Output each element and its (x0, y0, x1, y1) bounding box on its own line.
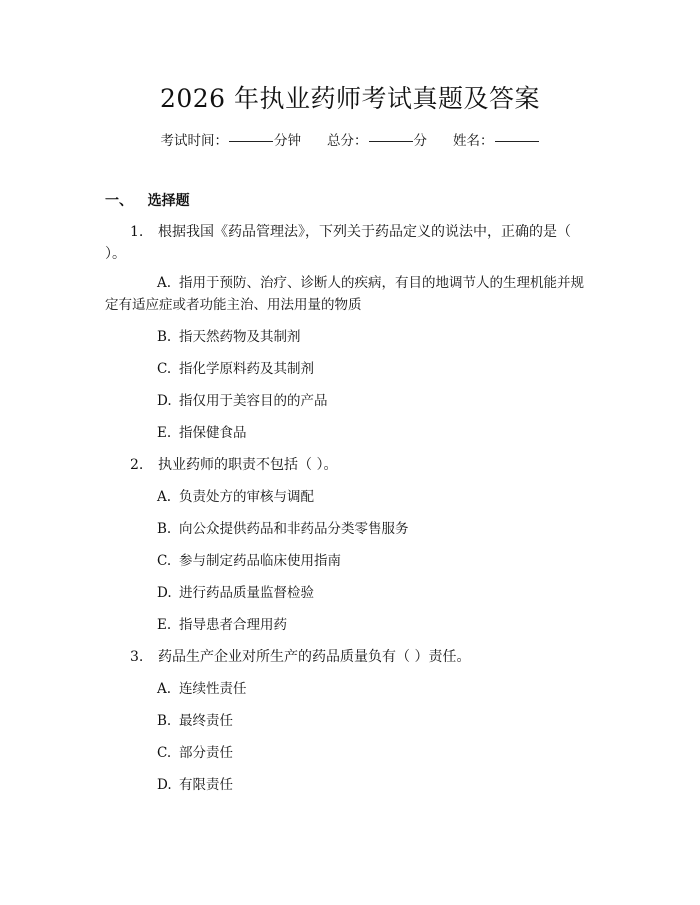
option-letter: B. (157, 521, 172, 537)
question-1-option-b (157, 326, 301, 348)
option-letter: C. (157, 553, 172, 569)
option-text: 参与制定药品临床使用指南 (179, 553, 341, 569)
page-title: 2026 年执业药师考试真题及答案 (159, 84, 541, 113)
option-letter: B. (157, 713, 172, 729)
option-letter: D. (157, 777, 172, 793)
question-2-option-a (157, 486, 314, 508)
option-text: 部分责任 (179, 745, 233, 761)
question-3-option-b (157, 710, 233, 732)
question-1 (105, 221, 595, 265)
option-text: 进行药品质量监督检验 (179, 585, 314, 601)
question-2-option-c (157, 550, 341, 572)
option-text: 指化学原料药及其制剂 (179, 361, 314, 377)
exam-meta (0, 130, 700, 152)
option-text: 最终责任 (179, 713, 233, 729)
question-1-option-a (105, 272, 595, 316)
option-letter: C. (157, 745, 172, 761)
total-score-blank (369, 141, 413, 142)
question-2-option-e (157, 614, 287, 636)
option-text: 指仅用于美容目的的产品 (179, 393, 328, 409)
option-text: 有限责任 (179, 777, 233, 793)
question-2-option-d (157, 582, 314, 604)
exam-time-label: 考试时间： (160, 133, 228, 149)
question-1-option-d (157, 390, 328, 412)
section-number: 一、 (105, 193, 133, 209)
option-letter: A. (157, 681, 172, 697)
question-3-option-c (157, 742, 233, 764)
option-letter: A. (157, 275, 172, 291)
option-text: 指用于预防、治疗、诊断人的疾病，有目的地调节人的生理机能并规定有适应症或者功能主治、用法用量的物质 (105, 275, 584, 313)
option-text: 负责处方的审核与调配 (179, 489, 314, 505)
section-heading (105, 190, 190, 212)
exam-time (161, 130, 302, 152)
total-score-label: 总分： (327, 133, 368, 149)
question-number: 1. (130, 224, 144, 240)
option-letter: D. (157, 585, 172, 601)
question-number: 3. (130, 649, 144, 665)
exam-time-unit: 分钟 (274, 133, 301, 149)
question-3-option-d (157, 774, 233, 796)
option-text: 指导患者合理用药 (179, 617, 287, 633)
question-3 (105, 646, 595, 668)
option-letter: E. (157, 617, 172, 633)
option-text: 向公众提供药品和非药品分类零售服务 (179, 521, 409, 537)
question-text: 药品生产企业对所生产的药品质量负有（ ）责任。 (158, 649, 471, 665)
option-letter: A. (157, 489, 172, 505)
exam-time-blank (229, 141, 273, 142)
question-3-option-a (157, 678, 247, 700)
option-text: 指保健食品 (179, 425, 247, 441)
option-text: 连续性责任 (179, 681, 247, 697)
question-2-option-b (157, 518, 409, 540)
option-text: 指天然药物及其制剂 (179, 329, 301, 345)
student-name-blank (495, 141, 539, 142)
option-letter: C. (157, 361, 172, 377)
question-2 (105, 454, 595, 476)
question-text: 根据我国《药品管理法》，下列关于药品定义的说法中，正确的是（ ）。 (105, 224, 571, 262)
total-score-unit: 分 (413, 133, 427, 149)
question-text: 执业药师的职责不包括（ ）。 (158, 457, 338, 473)
question-1-option-c (157, 358, 314, 380)
option-letter: D. (157, 393, 172, 409)
option-letter: E. (157, 425, 172, 441)
student-name (453, 130, 540, 152)
total-score (327, 130, 427, 152)
question-number: 2. (130, 457, 144, 473)
section-title: 选择题 (147, 193, 190, 209)
option-letter: B. (157, 329, 172, 345)
student-name-label: 姓名： (453, 133, 494, 149)
question-1-option-e (157, 422, 247, 444)
